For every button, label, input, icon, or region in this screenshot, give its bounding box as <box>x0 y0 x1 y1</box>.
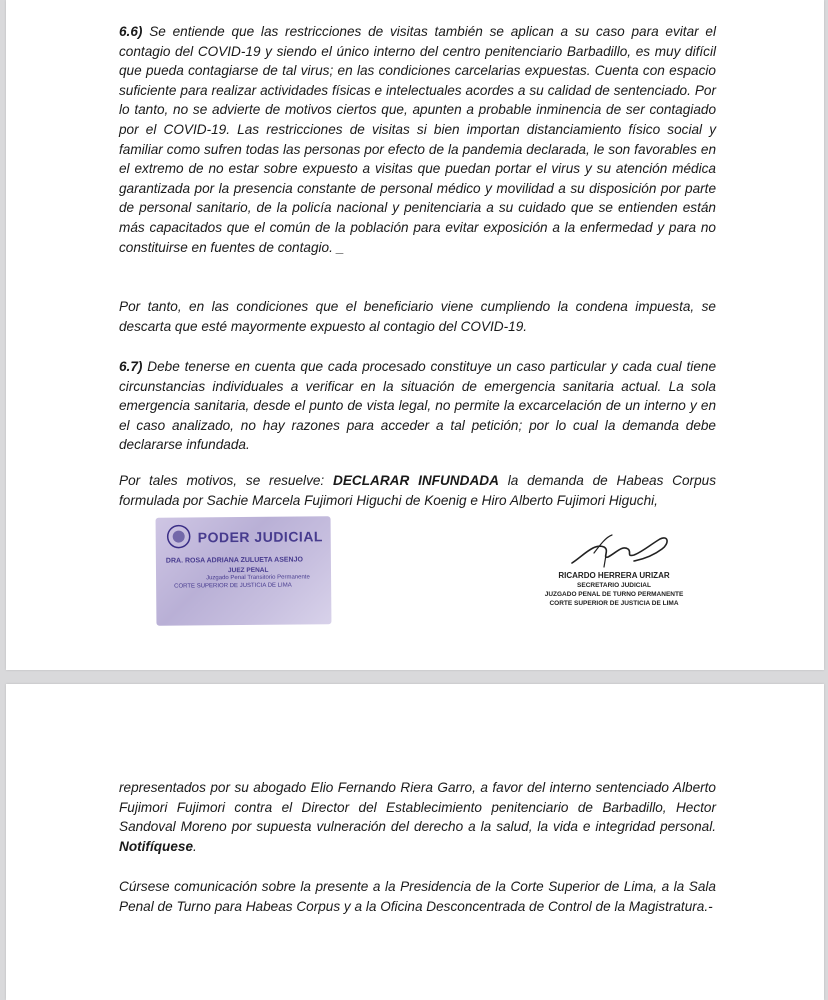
secretary-court: JUZGADO PENAL DE TURNO PERMANENTE <box>544 591 684 598</box>
handwritten-signature <box>564 525 674 569</box>
paragraph-text: Debe tenerse en cuenta que cada procesado constituye un caso particular y cada cual tiene circunstancias individuales a verificar en la situación de emergencia sanitaria actual. La sola emergencia sanitaria, desde el punto de vista legal, no permite la excarcelación de un interno y en el caso analizado, no hay razones para acceder a tal petición; por lo cual la demanda debe declararse infundada. <box>119 359 716 453</box>
stamp-judge-role: JUEZ PENAL <box>227 566 269 575</box>
paragraph-number: 6.7) <box>119 359 143 374</box>
document-page-1 <box>6 0 824 670</box>
secretary-signature-block <box>534 525 694 615</box>
paragraph-por-tanto: Por tanto, en las condiciones que el beneficiario viene cumpliendo la condena impuesta, se descarta que esté mayormente expuesto al contagio del COVID-19. <box>119 299 716 334</box>
paragraph-6-7 <box>119 357 716 455</box>
representados-end: . <box>193 838 197 854</box>
court-seal-icon <box>166 523 192 549</box>
paragraph-text: Se entiende que las restricciones de visitas también se aplican a su caso para evitar el contagio del COVID-19 y siendo el único interno del centro penitenciario Barbadillo, es muy difícil que pueda contagiarse de tal virus; en las condiciones carcelarias expuestas. Cuenta con espacio suficiente para realizar actividades físicas e intelectuales acordes a su calidad de sentenciado. Por lo tanto, no se advierte de motivos ciertos que, apunten a probable inminencia de ser contagiado por el COVID-19. Las restricciones de visitas si bien importan distanciamiento físico social y familiar como sufren todas las personas por efecto de la pandemia declarada, le son favorables en el extremo de no estar sobre expuesto a visitas que puedan portar el virus y su atención médica garantizada por la presencia constante de personal médico y movilidad a su disposición por parte de personal sanitario, de la policía nacional y penitenciaria a su cuidado que se entienden están más capacitados que el común de la población para evitar exposición a la enfermedad y para no constituirse en fuentes de contagio. _ <box>119 24 716 255</box>
stamp-court: Juzgado Penal Transitorio Permanente <box>206 574 310 582</box>
paragraph-representados <box>119 778 716 856</box>
resuelve-verdict: DECLARAR INFUNDADA <box>333 473 499 488</box>
resuelve-text: la demanda de Habeas Corpus formulada por Sachie Marcela Fujimori Higuchi de Koenig e Hiro Alberto Fujimori Higuchi, <box>119 473 716 508</box>
document-page-2 <box>6 684 824 1000</box>
stamp-judge-name: DRA. ROSA ADRIANA ZULUETA ASENJO <box>165 556 303 565</box>
paragraph-cursese: Cúrsese comunicación sobre la presente a la Presidencia de la Corte Superior de Lima, a la Sala Penal de Turno para Habeas Corpus y a la Oficina Desconcentrada de Control de la Magistratura.- <box>119 879 716 914</box>
representados-text: representados por su abogado Elio Fernando Riera Garro, a favor del interno sentenciado Alberto Fujimori Fujimori contra el Director del Establecimiento penitenciario de Barbadillo, Hector Sandoval Moreno por supuesta vulneración del derecho a la salud, la vida e integridad personal. <box>119 780 716 835</box>
notifiquese: Notifíquese <box>119 838 194 854</box>
stamp-superior-court: CORTE SUPERIOR DE JUSTICIA DE LIMA <box>174 582 292 590</box>
secretary-superior-court: CORTE SUPERIOR DE JUSTICIA DE LIMA <box>549 600 679 607</box>
secretary-name: RICARDO HERRERA URIZAR <box>558 571 670 580</box>
resuelve-intro: Por tales motivos, se resuelve: <box>119 473 334 488</box>
judge-stamp <box>156 516 332 626</box>
paragraph-6-6 <box>119 22 716 257</box>
paragraph-resuelve <box>119 471 716 510</box>
stamp-title: PODER JUDICIAL <box>197 528 324 546</box>
paragraph-number: 6.6) <box>119 24 143 39</box>
secretary-role: SECRETARIO JUDICIAL <box>577 582 651 589</box>
